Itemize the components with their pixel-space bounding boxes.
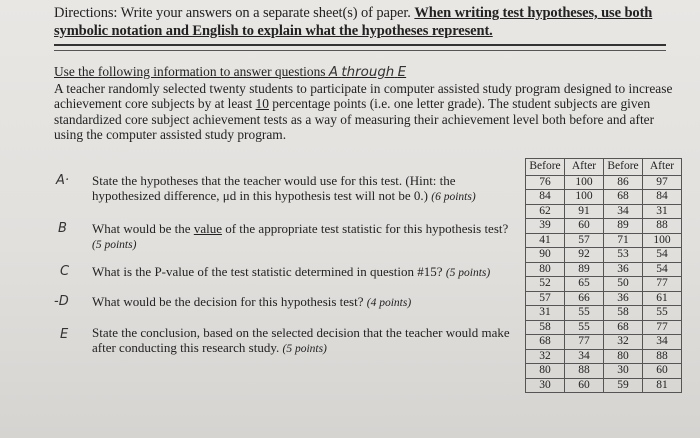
table-cell: 41 [526, 233, 565, 248]
table-row [526, 277, 682, 292]
question-e-text: State the conclusion, based on the selected decision that the teacher would make after conducting this research study. [92, 325, 510, 355]
question-a-text: State the hypotheses that the teacher would use for this test. (Hint: the hypothesized difference, μd in this hypothesis test will not be 0.) [92, 173, 456, 203]
table-cell: 59 [604, 378, 643, 393]
table-cell: 65 [565, 277, 604, 292]
table-cell: 57 [565, 233, 604, 248]
table-cell: 80 [526, 364, 565, 379]
table-cell: 88 [565, 364, 604, 379]
table-cell: 31 [526, 306, 565, 321]
question-e-mark: E [60, 327, 69, 342]
table-cell: 81 [643, 378, 682, 393]
table-cell: 50 [604, 277, 643, 292]
question-b [92, 221, 520, 253]
table-row [526, 378, 682, 393]
handwritten-a: A [328, 65, 339, 80]
directions-emphasis: When writing test hypotheses, use both symbolic notation and English to explain what the hypotheses represent. [54, 5, 653, 39]
table-body [526, 175, 682, 393]
question-d-text: What would be the decision for this hypothesis test? [92, 294, 364, 309]
table-row [526, 349, 682, 364]
table-cell: 90 [526, 248, 565, 263]
table-cell: 89 [604, 219, 643, 234]
table-row [526, 219, 682, 234]
table-cell: 60 [643, 364, 682, 379]
table-cell: 61 [643, 291, 682, 306]
header-before-1: Before [526, 159, 565, 176]
table-row [526, 291, 682, 306]
table-cell: 91 [565, 204, 604, 219]
intro-heading: Use the following information to answer questions A through E [54, 64, 407, 80]
table-cell: 32 [526, 349, 565, 364]
table-cell: 100 [565, 190, 604, 205]
table-cell: 36 [604, 291, 643, 306]
table-cell: 39 [526, 219, 565, 234]
table-cell: 55 [565, 320, 604, 335]
table-cell: 92 [565, 248, 604, 263]
divider-thin [54, 50, 666, 51]
question-e [92, 325, 520, 357]
table-header-row [526, 159, 682, 176]
table-cell: 54 [643, 248, 682, 263]
question-b-mark: B [58, 221, 67, 236]
divider-thick [54, 44, 666, 46]
table-cell: 100 [643, 233, 682, 248]
header-before-2: Before [604, 159, 643, 176]
question-a-mark: A· [56, 173, 70, 188]
table-cell: 68 [604, 190, 643, 205]
question-d-points: (4 points) [366, 297, 412, 309]
question-e-points: (5 points) [282, 343, 327, 355]
question-b-points: (5 points) [92, 239, 137, 251]
before-after-table [525, 158, 682, 393]
table-row [526, 204, 682, 219]
table-cell: 34 [643, 335, 682, 350]
question-a-points: (6 points) [431, 191, 476, 203]
table-cell: 86 [604, 175, 643, 190]
handwritten-e: E [397, 65, 407, 80]
table-cell: 84 [643, 190, 682, 205]
table-cell: 77 [565, 335, 604, 350]
question-d [92, 294, 520, 311]
table-cell: 30 [604, 364, 643, 379]
table-row [526, 233, 682, 248]
table-cell: 77 [643, 320, 682, 335]
question-d-mark: -D [54, 294, 69, 309]
table-cell: 88 [643, 219, 682, 234]
table-cell: 58 [604, 306, 643, 321]
directions-lead: Directions: Write your answers on a separate sheet(s) of paper. [54, 5, 411, 21]
table-row [526, 262, 682, 277]
table-cell: 32 [604, 335, 643, 350]
table-cell: 97 [643, 175, 682, 190]
table-cell: 54 [643, 262, 682, 277]
table-cell: 100 [565, 175, 604, 190]
table-cell: 55 [643, 306, 682, 321]
question-b-text-post: of the appropriate test statistic for this hypothesis test? [225, 221, 509, 236]
table-cell: 71 [604, 233, 643, 248]
table-cell: 62 [526, 204, 565, 219]
table-cell: 58 [526, 320, 565, 335]
table-cell: 77 [643, 277, 682, 292]
table-cell: 30 [526, 378, 565, 393]
table-row [526, 190, 682, 205]
table-cell: 89 [565, 262, 604, 277]
table-cell: 88 [643, 349, 682, 364]
header-after-2: After [643, 159, 682, 176]
question-c-points: (5 points) [445, 267, 491, 279]
table-row [526, 248, 682, 263]
intro-text-1: A teacher randomly selected twenty students to participate in computer assisted study program designed to increase achievement core subjects by at least [54, 80, 673, 112]
intro-text-2: percentage points (i.e. one letter grade). The student subjects are given standardized core subject achievement tests as a way of measuring their achievement level both before and after using the computer assisted study program. [54, 96, 655, 143]
handwritten-through: through [341, 65, 395, 80]
table-cell: 34 [604, 204, 643, 219]
table-row [526, 364, 682, 379]
question-b-value-word: value [193, 221, 222, 236]
header-after-1: After [565, 159, 604, 176]
intro-paragraph [54, 64, 684, 143]
directions [54, 4, 690, 40]
table-cell: 68 [604, 320, 643, 335]
table-cell: 53 [604, 248, 643, 263]
table-cell: 80 [604, 349, 643, 364]
question-c-mark: C [60, 264, 70, 279]
table-cell: 36 [604, 262, 643, 277]
question-a [92, 173, 520, 205]
table-cell: 31 [643, 204, 682, 219]
table-cell: 80 [526, 262, 565, 277]
table-cell: 84 [526, 190, 565, 205]
table-cell: 68 [526, 335, 565, 350]
table-cell: 57 [526, 291, 565, 306]
question-c-text: What is the P-value of the test statistic determined in question #15? [92, 264, 443, 279]
table-cell: 76 [526, 175, 565, 190]
intro-number: 10 [255, 96, 269, 112]
table-cell: 60 [565, 219, 604, 234]
table-row [526, 306, 682, 321]
table-cell: 55 [565, 306, 604, 321]
table-cell: 60 [565, 378, 604, 393]
table-row [526, 335, 682, 350]
table-cell: 52 [526, 277, 565, 292]
table-row [526, 175, 682, 190]
table-cell: 66 [565, 291, 604, 306]
question-c [92, 264, 520, 281]
question-b-text-pre: What would be the [92, 221, 191, 236]
table-row [526, 320, 682, 335]
table-cell: 34 [565, 349, 604, 364]
